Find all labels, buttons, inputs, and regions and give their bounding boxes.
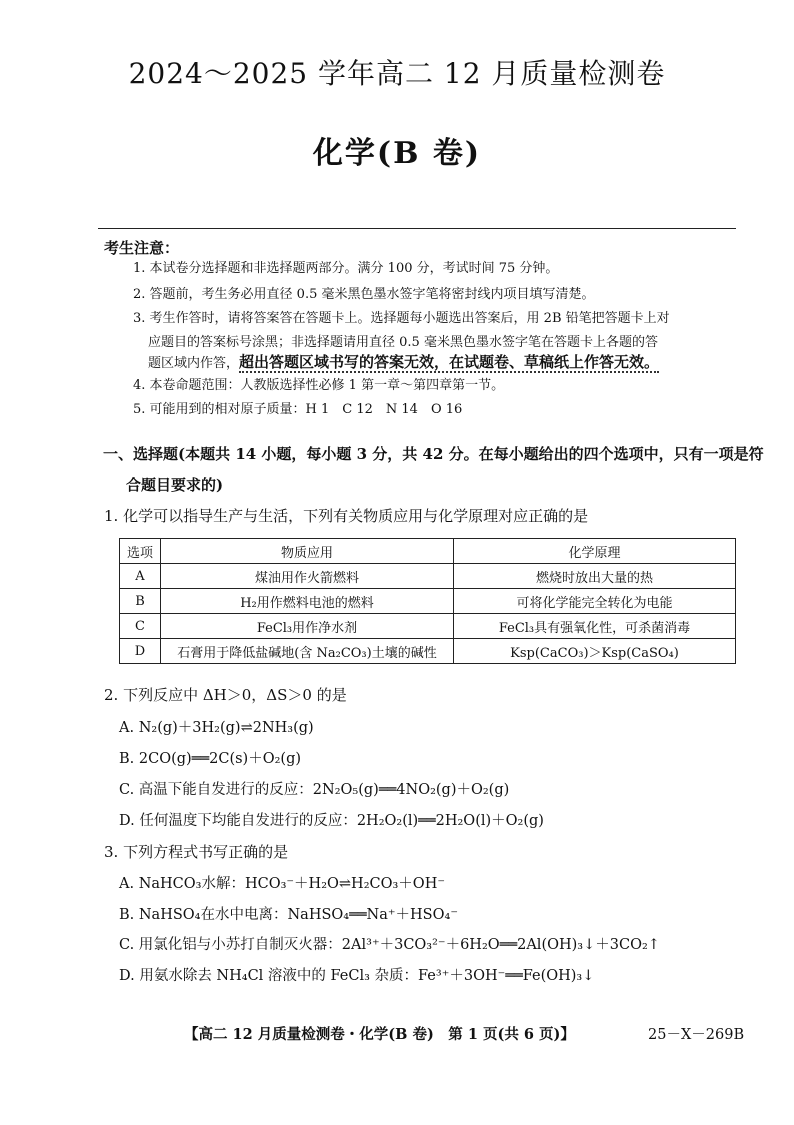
question-1-stem: 1. 化学可以指导生产与生活，下列有关物质应用与化学原理对应正确的是: [104, 507, 589, 525]
table-header-row: [120, 539, 736, 564]
page-footer: 【高二 12 月质量检测卷・化学(B 卷) 第 1 页(共 6 页)】: [184, 1026, 575, 1043]
question-3-option-a: A. NaHCO₃水解：HCO₃⁻＋H₂O⇌H₂CO₃＋OH⁻: [119, 876, 445, 892]
table-cell: 石膏用于降低盐碱地(含 Na₂CO₃)土壤的碱性: [161, 639, 454, 664]
paper-code: 25－X－269B: [648, 1027, 745, 1043]
table-header: 物质应用: [161, 539, 454, 564]
table-cell: Ksp(CaCO₃)＞Ksp(CaSO₄): [454, 639, 736, 664]
divider-line: [98, 228, 736, 229]
question-2-stem: 2. 下列反应中 ΔH＞0，ΔS＞0 的是: [104, 686, 347, 704]
table-cell: B: [120, 589, 161, 614]
question-2-option-c: C. 高温下能自发进行的反应：2N₂O₅(g)══4NO₂(g)＋O₂(g): [119, 782, 510, 798]
question-3-option-c: C. 用氯化铝与小苏打自制灭火器：2Al³⁺＋3CO₃²⁻＋6H₂O══2Al(OH)₃↓＋3CO₂↑: [119, 937, 660, 953]
table-row: [120, 589, 736, 614]
notice-item: 3. 考生作答时，请将答案答在答题卡上。选择题每小题选出答案后，用 2B 铅笔把答题卡上对: [133, 311, 670, 326]
table-cell: 可将化学能完全转化为电能: [454, 589, 736, 614]
question-2-option-b: B. 2CO(g)══2C(s)＋O₂(g): [119, 751, 302, 767]
notice-item: 4. 本卷命题范围：人教版选择性必修 1 第一章～第四章第一节。: [133, 378, 505, 393]
table-cell: 煤油用作火箭燃料: [161, 564, 454, 589]
section-heading: 一、选择题(本题共 14 小题，每小题 3 分，共 42 分。在每小题给出的四个选项中，只有一项是符: [103, 445, 764, 463]
table-row: [120, 564, 736, 589]
question-3-option-b: B. NaHSO₄在水中电离：NaHSO₄══Na⁺＋HSO₄⁻: [119, 907, 458, 923]
table-cell: 燃烧时放出大量的热: [454, 564, 736, 589]
table-cell: C: [120, 614, 161, 639]
table-cell: FeCl₃用作净水剂: [161, 614, 454, 639]
notice-item: 应题目的答案标号涂黑；非选择题请用直径 0.5 毫米黑色墨水签字笔在答题卡上各题的答: [148, 335, 658, 350]
table-header: 选项: [120, 539, 161, 564]
question-2-option-a: A. N₂(g)＋3H₂(g)⇌2NH₃(g): [119, 720, 314, 736]
table-cell: D: [120, 639, 161, 664]
question-3-option-d: D. 用氨水除去 NH₄Cl 溶液中的 FeCl₃ 杂质：Fe³⁺＋3OH⁻══Fe(OH)₃↓: [119, 968, 595, 984]
section-heading-cont: 合题目要求的): [126, 476, 224, 494]
question-2-option-d: D. 任何温度下均能自发进行的反应：2H₂O₂(l)══2H₂O(l)＋O₂(g): [119, 813, 544, 829]
notice-emphasis: 超出答题区域书写的答案无效，在试题卷、草稿纸上作答无效。: [239, 353, 660, 371]
table-cell: FeCl₃具有强氧化性，可杀菌消毒: [454, 614, 736, 639]
question-1-table: [119, 538, 736, 664]
exam-subtitle: 化学(B 卷): [312, 136, 482, 171]
question-3-stem: 3. 下列方程式书写正确的是: [104, 843, 289, 861]
notice-heading: 考生注意：: [104, 239, 180, 257]
notice-item: 5. 可能用到的相对原子质量：H 1 C 12 N 14 O 16: [133, 402, 463, 417]
table-row: [120, 614, 736, 639]
exam-title: 2024～2025 学年高二 12 月质量检测卷: [128, 57, 666, 90]
table-cell: H₂用作燃料电池的燃料: [161, 589, 454, 614]
notice-text: 题区域内作答，: [148, 356, 240, 371]
table-cell: A: [120, 564, 161, 589]
table-row: [120, 639, 736, 664]
table-header: 化学原理: [454, 539, 736, 564]
notice-item: 2. 答题前，考生务必用直径 0.5 毫米黑色墨水签字笔将密封线内项目填写清楚。: [133, 287, 595, 302]
notice-item: 1. 本试卷分选择题和非选择题两部分。满分 100 分，考试时间 75 分钟。: [133, 261, 559, 276]
